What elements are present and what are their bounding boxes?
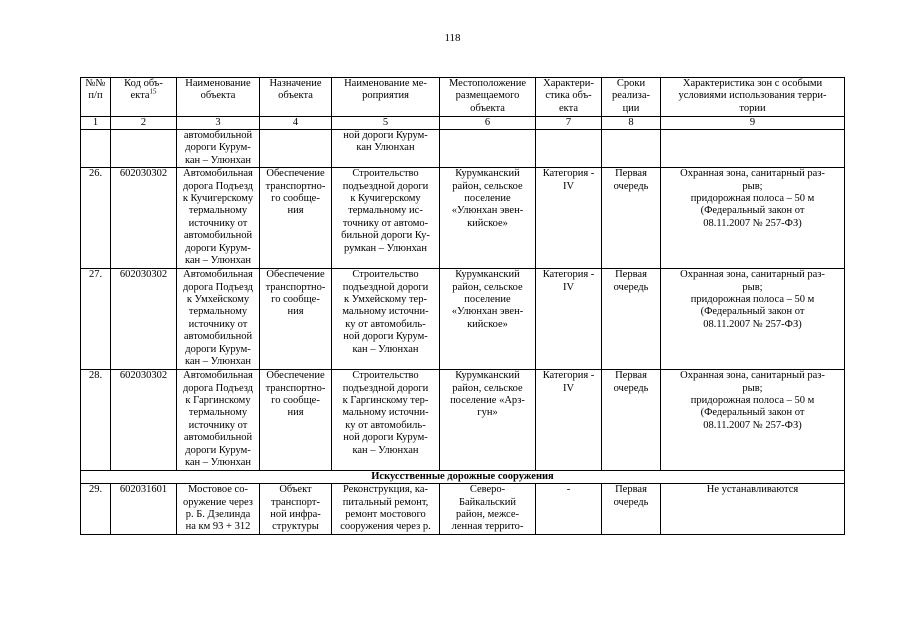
cell-purpose: Обеспечение транспортно- го сообще- ния — [260, 168, 332, 269]
cell-name: автомобильной дороги Курум- кан – Улюнхан — [177, 130, 260, 168]
cell-zones: Не устанавливаются — [661, 484, 845, 535]
table-row — [81, 484, 845, 535]
cell-term: Первая очередь — [602, 484, 661, 535]
cell-name: Автомобильная дорога Подъезд к Гаргинскому термальному источнику от автомобильной дороги Курум- кан – Улюнхан — [177, 370, 260, 471]
cell-name: Автомобильная дорога Подъезд к Кучигерскому термальному источнику от автомобильной дороги Курум- кан – Улюнхан — [177, 168, 260, 269]
table-row — [81, 168, 845, 269]
cell-num: 28. — [81, 370, 111, 471]
cell-measure: ной дороги Курум- кан Улюнхан — [332, 130, 440, 168]
cell-name: Автомобильная дорога Подъезд к Умхейскому термальному источнику от автомобильной дороги Курум- кан – Улюнхан — [177, 269, 260, 370]
continuation-row — [81, 130, 845, 168]
cell-location: Курумканский район, сельское поселение «Улюнхан эвен- кийское» — [440, 269, 536, 370]
cell-characteristic: Категория - IV — [536, 269, 602, 370]
cell-num: 29. — [81, 484, 111, 535]
cell-code: 602030302 — [111, 168, 177, 269]
cell-num: 27. — [81, 269, 111, 370]
cell-purpose: Объект транспорт- ной инфра- структуры — [260, 484, 332, 535]
header-zones: Характеристика зон с особыми условиями использования терри- тории — [661, 78, 845, 117]
table-row — [81, 269, 845, 370]
column-number: 9 — [661, 117, 845, 130]
header-location: Местоположение размещаемого объекта — [440, 78, 536, 117]
cell-zones: Охранная зона, санитарный раз- рыв; придорожная полоса – 50 м (Федеральный закон от 08.11.2007 № 257-ФЗ) — [661, 168, 845, 269]
cell-term: Первая очередь — [602, 370, 661, 471]
header-num: №№ п/п — [81, 78, 111, 117]
column-numbers-row — [81, 117, 845, 130]
cell-purpose: Обеспечение транспортно- го сообще- ния — [260, 370, 332, 471]
cell-term: Первая очередь — [602, 168, 661, 269]
header-name: Наименование объекта — [177, 78, 260, 117]
cell-characteristic: Категория - IV — [536, 168, 602, 269]
cell-location: Курумканский район, сельское поселение «Улюнхан эвен- кийское» — [440, 168, 536, 269]
cell-code: 602030302 — [111, 370, 177, 471]
column-number: 8 — [602, 117, 661, 130]
cell-location: Северо- Байкальский район, межсе- ленная террито- — [440, 484, 536, 535]
objects-table — [80, 77, 845, 535]
column-number: 4 — [260, 117, 332, 130]
cell-zones: Охранная зона, санитарный раз- рыв; придорожная полоса – 50 м (Федеральный закон от 08.11.2007 № 257-ФЗ) — [661, 370, 845, 471]
cell-measure: Строительство подъездной дороги к Умхейскому тер- мальному источни- ку от автомобиль- ной дороги Курум- кан – Улюнхан — [332, 269, 440, 370]
section-title: Искусственные дорожные сооружения — [81, 471, 845, 484]
column-number: 2 — [111, 117, 177, 130]
cell-measure: Строительство подъездной дороги к Кучигерскому термальному ис- точнику от автомо- бильной дороги Ку- румкан – Улюнхан — [332, 168, 440, 269]
header-measure: Наименование ме- роприятия — [332, 78, 440, 117]
section-row — [81, 471, 845, 484]
cell-code: 602031601 — [111, 484, 177, 535]
header-purpose: Назначение объекта — [260, 78, 332, 117]
table-header-row — [81, 78, 845, 117]
column-number: 6 — [440, 117, 536, 130]
cell-measure: Строительство подъездной дороги к Гаргинскому тер- мальному источни- ку от автомобиль- ной дороги Курум- кан – Улюнхан — [332, 370, 440, 471]
cell-location: Курумканский район, сельское поселение «Арз- гун» — [440, 370, 536, 471]
cell-characteristic: Категория - IV — [536, 370, 602, 471]
header-term: Сроки реализа- ции — [602, 78, 661, 117]
page-number: 118 — [444, 32, 461, 44]
cell-name: Мостовое со- оружение через р. Б. Дзелинда на км 93 + 312 — [177, 484, 260, 535]
header-characteristic: Характери- стика объ- екта — [536, 78, 602, 117]
column-number: 7 — [536, 117, 602, 130]
cell-term: Первая очередь — [602, 269, 661, 370]
cell-characteristic: - — [536, 484, 602, 535]
header-code: Код объ- екта$^{15}$ — [111, 78, 177, 117]
column-number: 3 — [177, 117, 260, 130]
cell-measure: Реконструкция, ка- питальный ремонт, ремонт мостового сооружения через р. — [332, 484, 440, 535]
column-number: 1 — [81, 117, 111, 130]
footnote-mark: 15 — [149, 87, 157, 96]
cell-num: 26. — [81, 168, 111, 269]
cell-zones: Охранная зона, санитарный раз- рыв; придорожная полоса – 50 м (Федеральный закон от 08.11.2007 № 257-ФЗ) — [661, 269, 845, 370]
cell-code: 602030302 — [111, 269, 177, 370]
table-row — [81, 370, 845, 471]
column-number: 5 — [332, 117, 440, 130]
cell-purpose: Обеспечение транспортно- го сообще- ния — [260, 269, 332, 370]
